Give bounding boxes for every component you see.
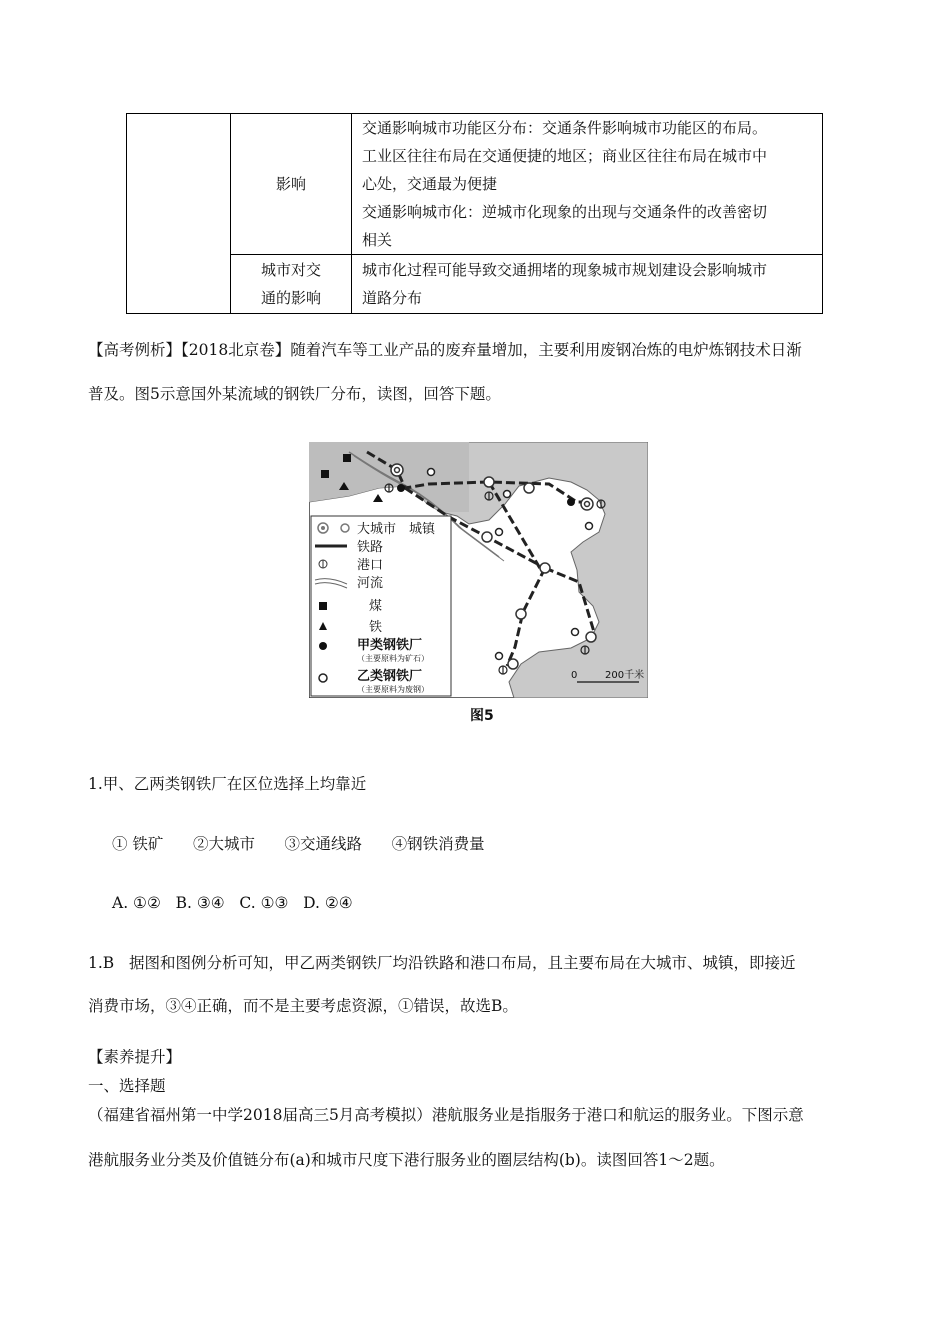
table-row-content (352, 114, 823, 255)
question-options: ① 铁矿 ②大城市 ③交通线路 ④钢铁消费量 (112, 835, 485, 853)
legend-plant-a: 甲类钢铁厂 (357, 638, 423, 653)
table-line: 心处，交通最为便捷 (362, 175, 498, 193)
table-line: 相关 (362, 231, 393, 249)
table-line: 工业区往往布局在交通便捷的地区；商业区往往布局在城市中 (362, 147, 768, 165)
legend-iron: 铁 (369, 620, 383, 635)
figure-caption: 图5 (470, 708, 494, 724)
legend-railway: 铁路 (357, 540, 384, 555)
section-line-2: 港航服务业分类及价值链分布(a)和城市尺度下港行服务业的圈层结构(b)。读图回答1～2题。 (88, 1151, 725, 1169)
table-row-content (352, 255, 823, 314)
legend-river: 河流 (357, 576, 384, 591)
table-line: 交通影响城市功能区分布：交通条件影响城市功能区的布局。 (362, 119, 768, 137)
legend-plant-b: 乙类钢铁厂 (357, 669, 423, 684)
legend-port: 港口 (357, 558, 384, 573)
table-line: 道路分布 (362, 289, 423, 307)
table-line: 交通影响城市化：逆城市化现象的出现与交通条件的改善密切 (362, 203, 768, 221)
legend-coal: 煤 (369, 599, 383, 614)
legend-plant-b-note: （主要原料为废钢） (357, 685, 429, 694)
answer-line-2: 消费市场，③④正确，而不是主要考虑资源，①错误，故选B。 (88, 997, 518, 1015)
question-choices: A. ①② B. ③④ C. ①③ D. ②④ (112, 894, 353, 912)
table-line: 城市化过程可能导致交通拥堵的现象城市规划建设会影响城市 (362, 261, 768, 279)
legend-plant-a-note: （主要原料为矿石） (357, 654, 429, 663)
section-line-1: （福建省福州第一中学2018届高三5月高考模拟）港航服务业是指服务于港口和航运的服务业。下图示意 (88, 1106, 804, 1124)
row-label-text: 城市对交 (260, 261, 321, 279)
table-row-label (231, 114, 352, 255)
content-table (126, 113, 823, 314)
answer-line-1: 1.B 据图和图例分析可知，甲乙两类钢铁厂均沿铁路和港口布局，且主要布局在大城市、城镇，即接近 (88, 954, 796, 972)
intro-line-1: 【高考例析】【2018北京卷】随着汽车等工业产品的废弃量增加，主要利用废钢冶炼的电炉炼钢技术日渐 (88, 341, 802, 359)
intro-line-2: 普及。图5示意国外某流域的钢铁厂分布，读图，回答下题。 (88, 385, 501, 403)
table-row-label (231, 255, 352, 314)
section-heading: 【素养提升】 (88, 1048, 182, 1066)
legend-town: 城镇 (409, 522, 436, 537)
figure-5-map (309, 442, 648, 698)
scale-zero: 0 (571, 670, 578, 681)
legend-city: 大城市 (357, 522, 397, 537)
table-row (127, 114, 823, 255)
row-label-text: 通的影响 (260, 289, 321, 307)
section-subheading: 一、选择题 (88, 1077, 166, 1095)
scale-label: 200千米 (605, 670, 645, 681)
question-stem: 1.甲、乙两类钢铁厂在区位选择上均靠近 (88, 775, 367, 793)
table-cell-empty (127, 114, 231, 314)
table-row (127, 255, 823, 314)
row-label-text: 影响 (275, 175, 306, 193)
